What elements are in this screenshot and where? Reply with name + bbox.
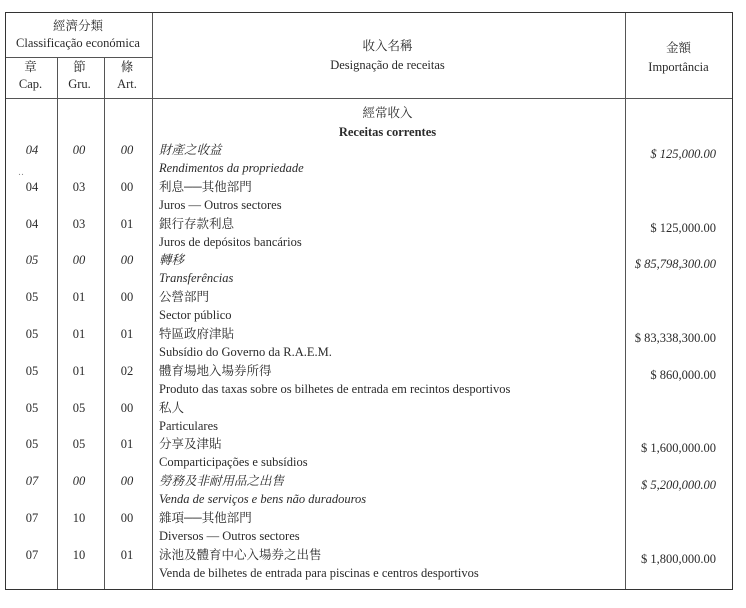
classification-header-zh: 經濟分類 [52, 19, 103, 33]
scan-smudge: ‥ [18, 167, 25, 177]
amount-header-zh: 金額 [665, 41, 691, 55]
cap-code: 05 [25, 327, 39, 341]
col-divider-art [152, 13, 153, 589]
designation-zh: 特區政府津貼 [159, 327, 235, 341]
designation-zh: 財產之收益 [159, 143, 222, 157]
art-code: 02 [120, 364, 134, 378]
designation-zh: 公營部門 [159, 290, 210, 304]
gru-code: 01 [72, 290, 86, 304]
gru-code: 10 [72, 548, 86, 562]
gru-code: 01 [72, 327, 86, 341]
col-divider-amount [625, 13, 626, 589]
designation-zh: 雜項──其他部門 [159, 511, 252, 525]
cap-code: 04 [25, 143, 39, 157]
art-code: 00 [120, 180, 134, 194]
gru-code: 00 [72, 143, 86, 157]
amount-value: $ 1,800,000.00 [641, 552, 716, 566]
designation-zh: 私人 [159, 401, 185, 415]
art-code: 00 [120, 474, 134, 488]
gru-header-pt: Gru. [68, 77, 91, 91]
art-code: 01 [120, 217, 134, 231]
gru-header-zh: 節 [73, 60, 86, 74]
amount-value: $ 5,200,000.00 [641, 478, 716, 492]
gru-code: 03 [72, 217, 86, 231]
art-code: 01 [120, 327, 134, 341]
col-divider-gru [104, 57, 105, 589]
section-title-zh: 經常收入 [362, 106, 413, 120]
col-divider-cap [57, 57, 58, 589]
amount-value: $ 125,000.00 [650, 147, 716, 161]
art-code: 01 [120, 437, 134, 451]
designation-pt: Rendimentos da propriedade [159, 161, 304, 175]
designation-zh: 利息──其他部門 [159, 180, 252, 194]
gru-code: 00 [72, 253, 86, 267]
designation-pt: Particulares [159, 419, 219, 433]
cap-code: 07 [25, 511, 39, 525]
section-title-pt: Receitas correntes [338, 125, 437, 139]
cap-header-zh: 章 [24, 60, 37, 74]
designation-pt: Sector público [159, 308, 232, 322]
designation-zh: 分享及津貼 [159, 437, 222, 451]
cap-code: 07 [25, 548, 39, 562]
designation-zh: 轉移 [159, 253, 185, 267]
art-header-zh: 條 [120, 60, 134, 74]
art-header-pt: Art. [117, 77, 137, 91]
art-code: 00 [120, 511, 134, 525]
amount-value: $ 860,000.00 [650, 368, 716, 382]
cap-code: 05 [25, 364, 39, 378]
gru-code: 00 [72, 474, 86, 488]
amount-value: $ 1,600,000.00 [641, 441, 716, 455]
designation-zh: 勞務及非耐用品之出售 [159, 474, 285, 488]
designation-header-zh: 收入名稱 [362, 39, 413, 53]
art-code: 00 [120, 143, 134, 157]
header-bottom-divider [6, 98, 732, 99]
art-code: 00 [120, 253, 134, 267]
amount-header-pt: Importância [648, 60, 709, 74]
designation-pt: Juros — Outros sectores [159, 198, 282, 212]
cap-code: 05 [25, 437, 39, 451]
designation-pt: Juros de depósitos bancários [159, 235, 302, 249]
art-code: 00 [120, 401, 134, 415]
cap-code: 04 [25, 180, 39, 194]
gru-code: 05 [72, 437, 86, 451]
designation-header-pt: Designação de receitas [330, 58, 445, 72]
designation-pt: Produto das taxas sobre os bilhetes de entrada em recintos desportivos [159, 382, 511, 396]
designation-pt: Venda de bilhetes de entrada para piscinas e centros desportivos [159, 566, 479, 580]
gru-code: 10 [72, 511, 86, 525]
gru-code: 01 [72, 364, 86, 378]
designation-pt: Transferências [159, 271, 234, 285]
gru-code: 05 [72, 401, 86, 415]
header-sub-divider [6, 57, 152, 58]
gru-code: 03 [72, 180, 86, 194]
amount-value: $ 85,798,300.00 [634, 257, 716, 271]
cap-code: 04 [25, 217, 39, 231]
cap-code: 05 [25, 253, 39, 267]
designation-zh: 泳池及體育中心入場券之出售 [159, 548, 322, 562]
designation-zh: 銀行存款利息 [159, 217, 235, 231]
designation-pt: Subsídio do Governo da R.A.E.M. [159, 345, 332, 359]
cap-code: 05 [25, 290, 39, 304]
classification-header-pt: Classificação económica [16, 36, 140, 50]
designation-pt: Diversos — Outros sectores [159, 529, 300, 543]
amount-value: $ 83,338,300.00 [634, 331, 716, 345]
art-code: 01 [120, 548, 134, 562]
cap-code: 05 [25, 401, 39, 415]
designation-pt: Comparticipações e subsídios [159, 455, 308, 469]
designation-pt: Venda de serviços e bens não duradouros [159, 492, 367, 506]
amount-value: $ 125,000.00 [650, 221, 716, 235]
designation-zh: 體育場地入場券所得 [159, 364, 272, 378]
art-code: 00 [120, 290, 134, 304]
cap-header-pt: Cap. [18, 77, 43, 91]
cap-code: 07 [25, 474, 39, 488]
